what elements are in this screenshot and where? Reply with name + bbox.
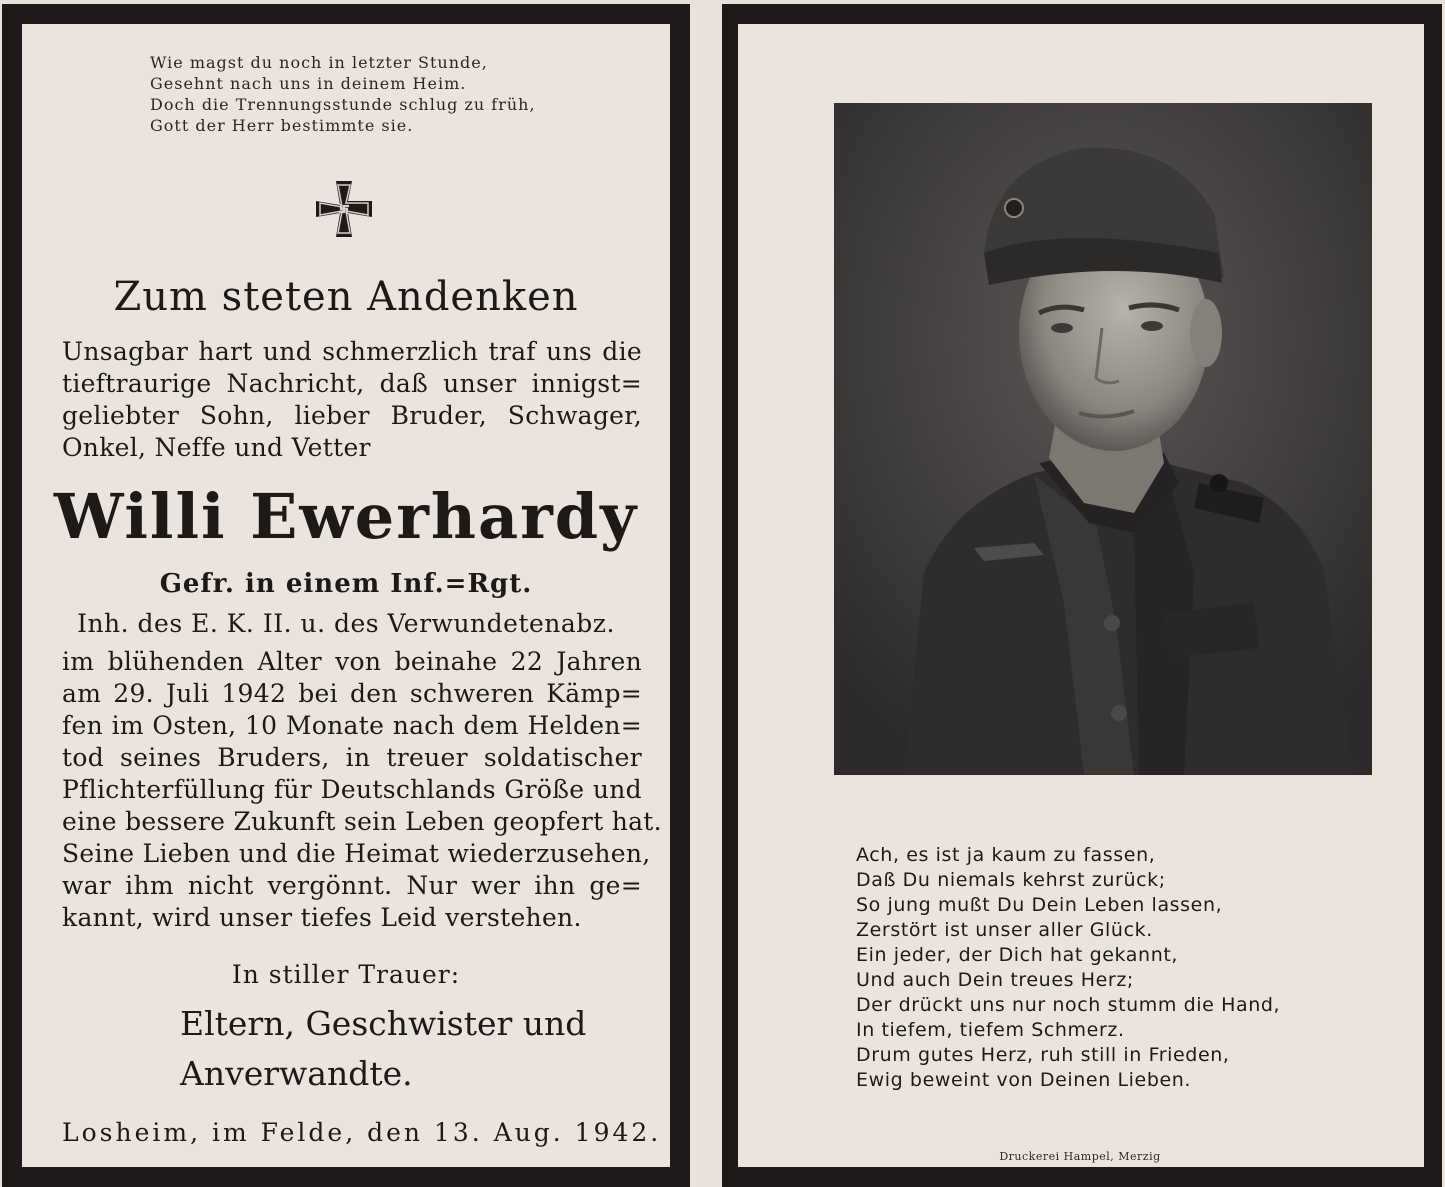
top-poem-line: Gesehnt nach uns in deinem Heim.: [150, 74, 467, 93]
right-poem-line: Und auch Dein treues Herz;: [856, 969, 1134, 991]
body-line: eine bessere Zukunft sein Leben geopfert hat.: [62, 807, 662, 836]
top-poem-line: Gott der Herr bestimmte sie.: [150, 116, 414, 135]
decorations: Inh. des E. K. II. u. des Verwundetenabz.: [77, 609, 615, 638]
body-line: tod seines Bruders, in treuer soldatischer: [62, 743, 642, 772]
right-poem-line: Der drückt uns nur noch stumm die Hand,: [856, 994, 1281, 1016]
body-line: Seine Lieben und die Heimat wiederzusehen,: [62, 839, 651, 868]
right-poem-line: In tiefem, tiefem Schmerz.: [856, 1019, 1125, 1041]
biography-text: [62, 646, 662, 934]
top-poem-line: Wie magst du noch in letzter Stunde,: [150, 53, 488, 72]
mourners-line: Anverwandte.: [180, 1054, 413, 1093]
military-rank: Gefr. in einem Inf.=Rgt.: [159, 569, 533, 599]
body-line: kannt, wird unser tiefes Leid verstehen.: [62, 903, 582, 932]
mourners: [180, 999, 586, 1099]
right-card: [722, 4, 1442, 1187]
right-poem-line: Ein jeder, der Dich hat gekannt,: [856, 944, 1179, 966]
right-poem-line: Zerstört ist unser aller Glück.: [856, 919, 1153, 941]
deceased-name: Willi Ewerhardy: [53, 480, 639, 553]
printer-credit: Druckerei Hampel, Merzig: [999, 1150, 1161, 1163]
intro-text: [62, 336, 642, 464]
intro-line: tieftraurige Nachricht, daß unser innigst=: [62, 369, 642, 398]
mourners-line: Eltern, Geschwister und: [180, 1004, 587, 1043]
mourning-line: In stiller Trauer:: [231, 960, 461, 989]
right-poem-line: Ach, es ist ja kaum zu fassen,: [856, 844, 1156, 866]
memorial-heading: Zum steten Andenken: [113, 274, 579, 320]
right-poem-line: Daß Du niemals kehrst zurück;: [856, 869, 1166, 891]
portrait-illustration: [834, 103, 1372, 775]
right-poem-line: So jung mußt Du Dein Leben lassen,: [856, 894, 1223, 916]
right-poem-line: Drum gutes Herz, ruh still in Frieden,: [856, 1044, 1230, 1066]
intro-line: Onkel, Neffe und Vetter: [62, 433, 371, 462]
intro-line: Unsagbar hart und schmerzlich traf uns die: [62, 337, 642, 366]
left-card: [2, 4, 690, 1187]
body-line: im blühenden Alter von beinahe 22 Jahren: [62, 647, 642, 676]
body-line: war ihm nicht vergönnt. Nur wer ihn ge=: [62, 871, 642, 900]
soldier-portrait-photo: [834, 103, 1372, 775]
place-date: Losheim, im Felde, den 13. Aug. 1942.: [62, 1118, 662, 1147]
body-line: Pflichterfüllung für Deutschlands Größe und: [62, 775, 642, 804]
top-poem: [150, 52, 536, 136]
body-line: am 29. Juli 1942 bei den schweren Kämp=: [62, 679, 642, 708]
right-poem: [856, 843, 1280, 1093]
right-poem-line: Ewig beweint von Deinen Lieben.: [856, 1069, 1192, 1091]
intro-line: geliebter Sohn, lieber Bruder, Schwager,: [62, 401, 642, 430]
top-poem-line: Doch die Trennungsstunde schlug zu früh,: [150, 95, 536, 114]
body-line: fen im Osten, 10 Monate nach dem Helden=: [62, 711, 642, 740]
iron-cross-icon: [314, 179, 374, 239]
